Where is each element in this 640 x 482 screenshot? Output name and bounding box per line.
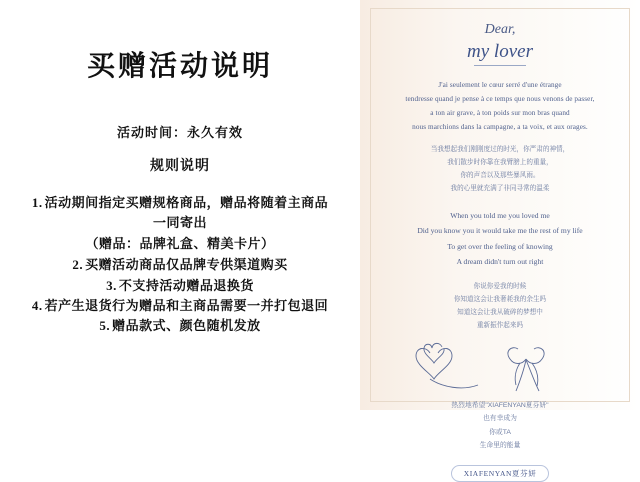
rule-text: 买赠活动商品仅品牌专供渠道购买 xyxy=(85,257,288,273)
french-line: nous marchions dans la campagne, a ta voix, et aux orages. xyxy=(412,123,588,132)
rules-panel xyxy=(0,0,360,410)
page-title: 买赠活动说明 xyxy=(86,51,273,82)
french-line: a ton air grave, à ton poids sur mon bras quand xyxy=(430,109,570,118)
gift-note: （赠品：品牌礼盒、精美卡片） xyxy=(85,236,275,252)
english-verse xyxy=(376,208,624,270)
letter-recipient: my lover xyxy=(467,41,533,62)
rule-text: 活动期间指定买赠规格商品，赠品将随着主商品 xyxy=(44,195,329,210)
french-line: tendresse quand je pense à ce temps que nous venons de passer, xyxy=(405,95,595,104)
rule-text: 赠品款式、颜色随机发放 xyxy=(112,317,261,333)
recipient-underline xyxy=(474,65,526,66)
chinese-line: 重新振作起来吗 xyxy=(476,322,524,330)
rules-heading: 规则说明 xyxy=(150,159,210,174)
chinese-translation-1 xyxy=(376,144,624,195)
chinese-line: 你的声音以及那些暴风雨。 xyxy=(460,171,540,179)
rule-text: 不支持活动赠品退换货 xyxy=(118,277,254,293)
chinese-line: 知道这会让我从破碎的梦想中 xyxy=(457,309,543,317)
english-line: A dream didn't turn out right xyxy=(456,257,544,267)
rules-list xyxy=(10,193,350,336)
list-item xyxy=(10,193,350,213)
chinese-line: 当我想起我们刚刚度过的时光，你严肃的神情， xyxy=(430,146,570,154)
activity-time: 活动时间：永久有效 xyxy=(116,125,243,140)
closing-line: 热烈地希望"XIAFENYAN夏芬妍" xyxy=(451,401,549,409)
rule-number: 2. xyxy=(72,257,84,273)
list-item xyxy=(10,316,350,336)
chinese-line: 你说你爱我的时候 xyxy=(473,282,527,290)
english-line: Did you know you it would take me the rest of my life xyxy=(417,226,583,236)
chinese-translation-2 xyxy=(376,280,624,333)
closing-line: 你或TA xyxy=(489,428,511,436)
rule-number: 5. xyxy=(99,317,111,333)
rule-number: 3. xyxy=(106,277,117,293)
heart-and-ribbon-illustration xyxy=(376,339,624,397)
rule-continuation: 一同寄出 xyxy=(152,215,207,231)
chinese-line: 你知道这会让我奢耗我的余生吗 xyxy=(453,295,547,303)
rule-number: 4. xyxy=(31,297,43,313)
list-item xyxy=(10,296,350,316)
list-item xyxy=(10,255,350,275)
closing-line: 也有幸成为 xyxy=(483,415,517,423)
closing-message xyxy=(376,399,624,453)
letter-greeting: Dear, xyxy=(484,22,516,37)
rule-number: 1. xyxy=(31,195,43,210)
english-line: When you told me you loved me xyxy=(450,210,550,220)
chinese-line: 我的心里就充满了非同寻常的温柔 xyxy=(450,184,550,192)
french-line: J'ai seulement le cœur serré d'une étrange xyxy=(438,81,562,89)
brand-name: XIAFENYAN夏芬妍 xyxy=(451,465,550,482)
letter-card xyxy=(360,0,640,478)
brand-logo xyxy=(376,463,624,482)
rule-text: 若产生退货行为赠品和主商品需要一并打包退回 xyxy=(44,297,329,313)
english-line: To get over the feeling of knowing xyxy=(447,241,553,251)
chinese-line: 我们散步时你靠在我臂膀上的重量， xyxy=(447,158,553,166)
closing-line: 生命里的能量 xyxy=(479,442,521,450)
list-item xyxy=(10,276,350,296)
french-verse xyxy=(376,78,624,134)
